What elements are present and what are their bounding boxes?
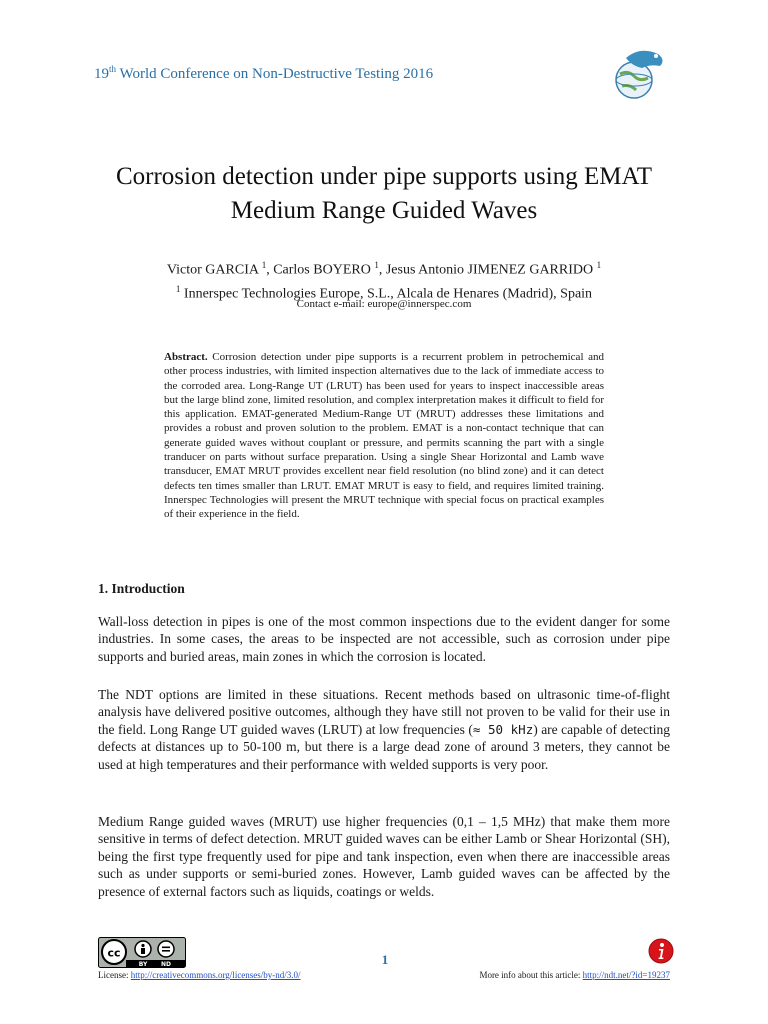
paragraph-2-text-end: ) are capable of detecting defects at distances up to 50-100 m, but there is a large dead zone of around 3 meters, they cannot be used at high temperatures and their performance with welded supports is very poor. [98,721,670,772]
authors-block [90,256,678,303]
author-list [90,256,678,280]
affiliation-text: Innerspec Technologies Europe, S.L., Alcala de Henares (Madrid), Spain [180,286,593,302]
author-name: Victor GARCIA [166,262,259,278]
section-heading-introduction: 1. Introduction [98,581,185,596]
info-icon[interactable] [648,938,674,964]
intro-paragraph-1: Wall-loss detection in pipes is one of the most common inspections due to the evident danger for some industries. In some cases, the areas to be inspected are not accessible, such as corrosion under pipe supports and buried areas, main zones in which the corrosion is located. [98,614,670,664]
cc-by-label: BY [138,961,148,968]
abstract-label: Abstract. [164,351,208,363]
abstract [164,350,604,522]
author-affiliation-mark: 1 [596,260,602,270]
page-number: 1 [381,952,389,967]
paper-title-line-2: Medium Range Guided Waves [230,197,538,224]
contact-email: Contact e-mail: europe@innerspec.com [296,298,472,310]
intro-paragraph-2 [98,686,670,773]
creative-commons-icon [98,937,186,968]
author-separator: , [266,262,274,278]
paragraph-2-text-start: The NDT options are limited in these situations. Recent methods based on ultrasonic time-of-flight analysis have delivered positive outcomes, although they have still not proven to be valid for their use in the field. Long Range UT guided waves (LRUT) at low frequencies ( [98,687,670,737]
article-link[interactable]: http://ndt.net/?id=19237 [582,970,670,980]
intro-paragraph-3: Medium Range guided waves (MRUT) use higher frequencies (0,1 – 1,5 MHz) that make them more sensitive in terms of defect detection. MRUT guided waves can be either Lamb or Shear Horizontal (SH), being the first type frequently used for pipe and tank inspection, even when there are inaccessible areas such as under supports or semi-buried zones. However, Lamb guided waves can be affected by the presence of external factors such as liquids, coatings or welds. [98,814,670,899]
author-name: Jesus Antonio JIMENEZ GARRIDO [385,262,594,278]
svg-text:cc: cc [107,946,121,960]
conference-name: World Conference on Non-Destructive Testing 2016 [116,66,434,82]
globe-logo-icon [606,44,670,102]
affiliation-mark: 1 [175,283,181,294]
license-link[interactable]: http://creativecommons.org/licenses/by-nd/3.0/ [130,970,301,980]
cc-nd-label: ND [160,961,172,968]
paper-title-line-1: Corrosion detection under pipe supports using EMAT [115,163,653,190]
conference-ordinal: 19 [94,66,109,82]
frequency-value: ≈ 50 kHz [472,721,534,737]
more-info-label: More info about this article: [479,970,583,980]
license-line [98,970,301,980]
abstract-text: Corrosion detection under pipe supports is a recurrent problem in petrochemical and other process industries, with limited inspection alternatives due to the lack of immediate access to the corroded area. Long-Range UT (LRUT) has been used for years to inspect inaccessible areas but the large blind zone, limited resolution, and complex interpretation makes it difficult to field for this application. EMAT-generated Medium-Range UT (MRUT) addresses these limitations and provides a robust and proven solution to the problem. EMAT is a non-contact technique that can generate guided waves without couplant or pressure, and permits scanning the part with a single tranducer on parts without surface preparation. Using a single Shear Horizontal and Lamb wave transducer, EMAT MRUT provides excellent near field resolution (no blind zone) and it can detect defects ten times smaller than LRUT. EMAT MRUT is easy to field, and requires limited training. Innerspec Technologies will present the MRUT technique with special focus on practical examples of their experience in the field. [164,351,604,521]
author-separator: , [378,262,386,278]
conference-ordinal-suffix: th [109,64,117,74]
author-affiliation-mark: 1 [261,260,267,270]
license-label: License: [98,970,131,980]
author-name: Carlos BOYERO [273,262,371,278]
author-affiliation-mark: 1 [374,260,379,270]
conference-header [94,64,433,83]
paper-title [90,160,678,228]
more-info-line [479,970,670,980]
